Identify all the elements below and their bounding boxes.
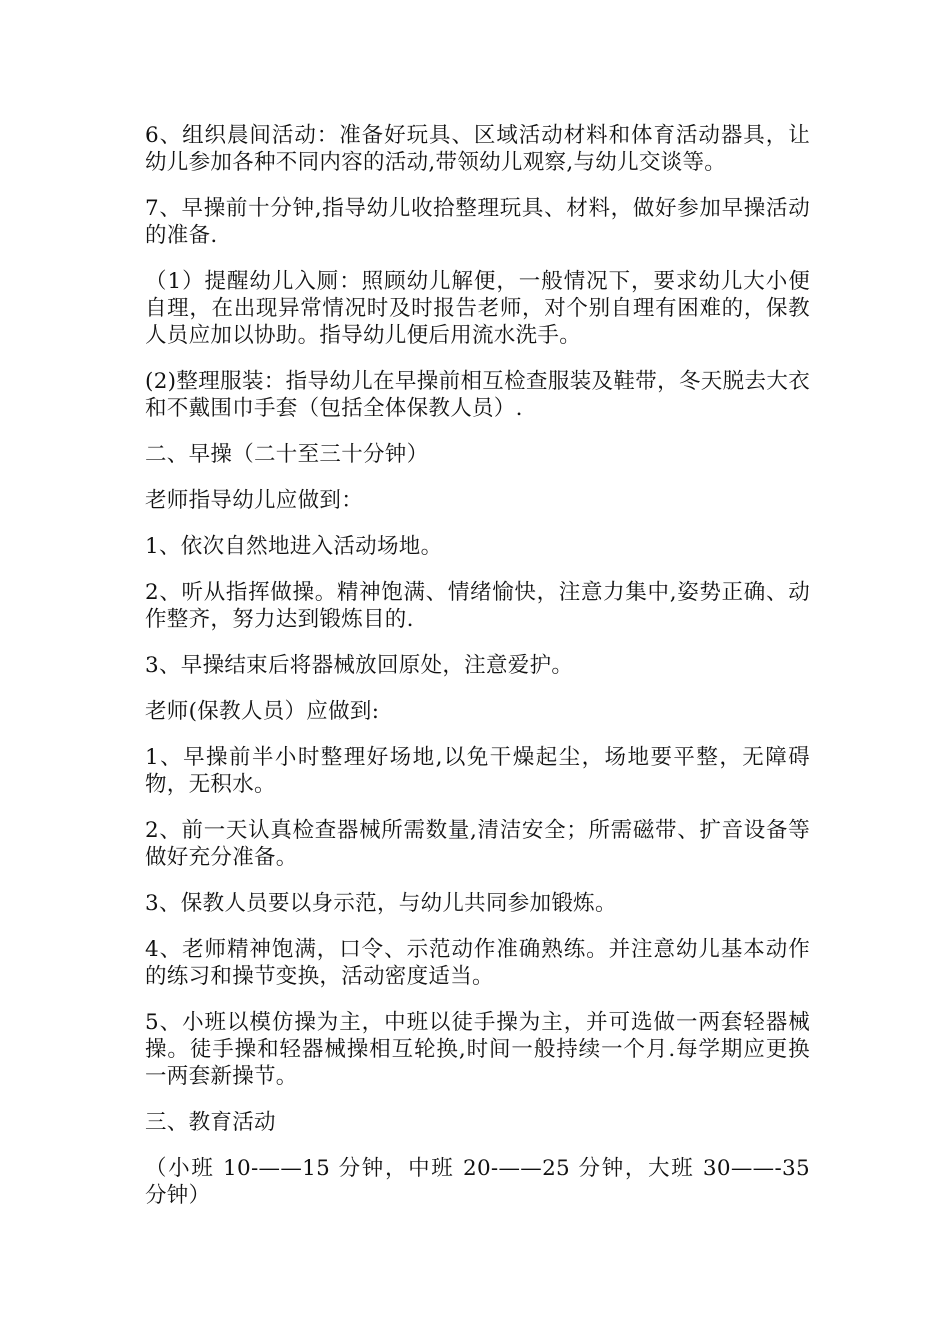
paragraph-clothing-check: (2)整理服装：指导幼儿在早操前相互检查服装及鞋带，冬天脱去大衣和不戴围巾手套（包括全体保教人员）. xyxy=(145,369,810,421)
section-heading-education-activities: 三、教育活动 xyxy=(145,1110,276,1135)
paragraph-toilet-reminder: （1）提醒幼儿入厕：照顾幼儿解便，一般情况下，要求幼儿大小便自理，在出现异常情况时及时报告老师，对个别自理有困难的，保教人员应加以协助。指导幼儿便后用流水洗手。 xyxy=(145,269,810,348)
paragraph-children-req-2: 2、听从指挥做操。精神饱满、情绪愉快，注意力集中,姿势正确、动作整齐，努力达到锻炼目的. xyxy=(145,580,810,632)
paragraph-teacher-req-1: 1、早操前半小时整理好场地,以免干燥起尘，场地要平整，无障碍物，无积水。 xyxy=(145,745,810,797)
paragraph-children-req-1: 1、依次自然地进入活动场地。 xyxy=(145,534,443,559)
paragraph-item-6-morning-activities: 6、组织晨间活动：准备好玩具、区域活动材料和体育活动器具，让幼儿参加各种不同内容的活动,带领幼儿观察,与幼儿交谈等。 xyxy=(145,123,810,175)
document-body xyxy=(145,122,810,1228)
paragraph-teacher-req-5: 5、小班以模仿操为主，中班以徒手操为主，并可选做一两套轻器械操。徒手操和轻器械操相互轮换,时间一般持续一个月.每学期应更换一两套新操节。 xyxy=(145,1010,810,1089)
paragraph-teacher-req-3: 3、保教人员要以身示范，与幼儿共同参加锻炼。 xyxy=(145,891,617,916)
paragraph-item-7-pre-exercise-prep: 7、早操前十分钟,指导幼儿收拾整理玩具、材料，做好参加早操活动的准备. xyxy=(145,196,810,248)
paragraph-teacher-req-4: 4、老师精神饱满，口令、示范动作准确熟练。并注意幼儿基本动作的练习和操节变换，活动密度适当。 xyxy=(145,937,810,989)
paragraph-teacher-req-2: 2、前一天认真检查器械所需数量,清洁安全；所需磁带、扩音设备等做好充分准备。 xyxy=(145,818,810,870)
paragraph-children-req-3: 3、早操结束后将器械放回原处，注意爱护。 xyxy=(145,653,574,678)
paragraph-activity-durations: （小班 10-——15 分钟，中班 20-——25 分钟，大班 30——-35 分钟） xyxy=(145,1156,810,1208)
section-heading-morning-exercise: 二、早操（二十至三十分钟） xyxy=(145,442,429,467)
paragraph-children-requirements-intro: 老师指导幼儿应做到： xyxy=(145,488,364,513)
paragraph-teacher-requirements-intro: 老师(保教人员）应做到: xyxy=(145,699,380,724)
